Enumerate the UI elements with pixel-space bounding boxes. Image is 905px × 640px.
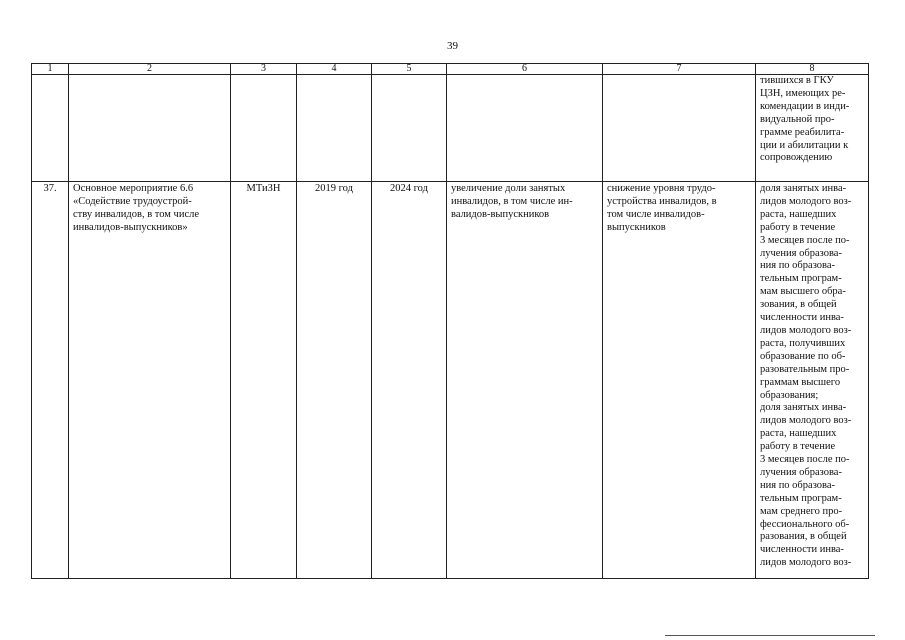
indicator-cell — [756, 182, 869, 579]
measure-text: Основное мероприятие 6.6 «Содействие трудоустрой- ству инвалидов, в том числе инвалидов-выпускников» — [73, 183, 200, 233]
header-cell: 3 — [231, 64, 297, 75]
empty-cell — [69, 75, 231, 182]
empty-cell — [32, 75, 69, 182]
table-header-row — [32, 64, 869, 75]
end-year-text: 2024 год — [390, 183, 428, 194]
continuation-row — [32, 75, 869, 182]
indicator-cell — [756, 75, 869, 182]
row-number: 37. — [43, 183, 57, 194]
consequence-text: снижение уровня трудо- устройства инвалидов, в том числе инвалидов- выпускников — [607, 183, 717, 233]
responsible-cell — [231, 182, 297, 579]
empty-cell — [447, 75, 603, 182]
expected-result-text: увеличение доли занятых инвалидов, в том числе ин- валидов-выпускников — [451, 183, 573, 220]
measure-cell — [69, 182, 231, 579]
header-cell: 1 — [32, 64, 69, 75]
header-cell: 5 — [372, 64, 447, 75]
empty-cell — [603, 75, 756, 182]
header-cell: 7 — [603, 64, 756, 75]
expected-result-cell — [447, 182, 603, 579]
table-row-37 — [32, 182, 869, 579]
page-number: 39 — [447, 40, 458, 52]
start-year-text: 2019 год — [315, 183, 353, 194]
row-number-cell — [32, 182, 69, 579]
empty-cell — [372, 75, 447, 182]
indicator-text: тившихся в ГКУ ЦЗН, имеющих ре- комендации в инди- видуальной про- грамме реабилита- ции и абилитации к сопровождению — [760, 75, 850, 164]
responsible-text: МТиЗН — [246, 183, 281, 194]
header-cell: 6 — [447, 64, 603, 75]
measures-table — [31, 63, 869, 579]
end-year-cell — [372, 182, 447, 579]
bottom-rule — [665, 635, 875, 636]
indicator-text: доля занятых инва- лидов молодого воз- раста, нашедших работу в течение 3 месяцев после по- лучения образова- ния по образова- тельным програм- мам высшего обра- зования, в общей численности инва- лидов молодого воз- раста, получивших образование по об- разовательным про- граммам высшего образования; доля занятых инва- лидов молодого воз- раста, нашедших работу в течение 3 месяцев после по- лучения образова- ния по образова- тельным програм- мам среднего про- фессионального об- разования, в общей численности инва- лидов молодого воз- — [760, 183, 852, 569]
header-cell: 8 — [756, 64, 869, 75]
empty-cell — [231, 75, 297, 182]
start-year-cell — [297, 182, 372, 579]
consequence-cell — [603, 182, 756, 579]
header-cell: 4 — [297, 64, 372, 75]
header-cell: 2 — [69, 64, 231, 75]
empty-cell — [297, 75, 372, 182]
